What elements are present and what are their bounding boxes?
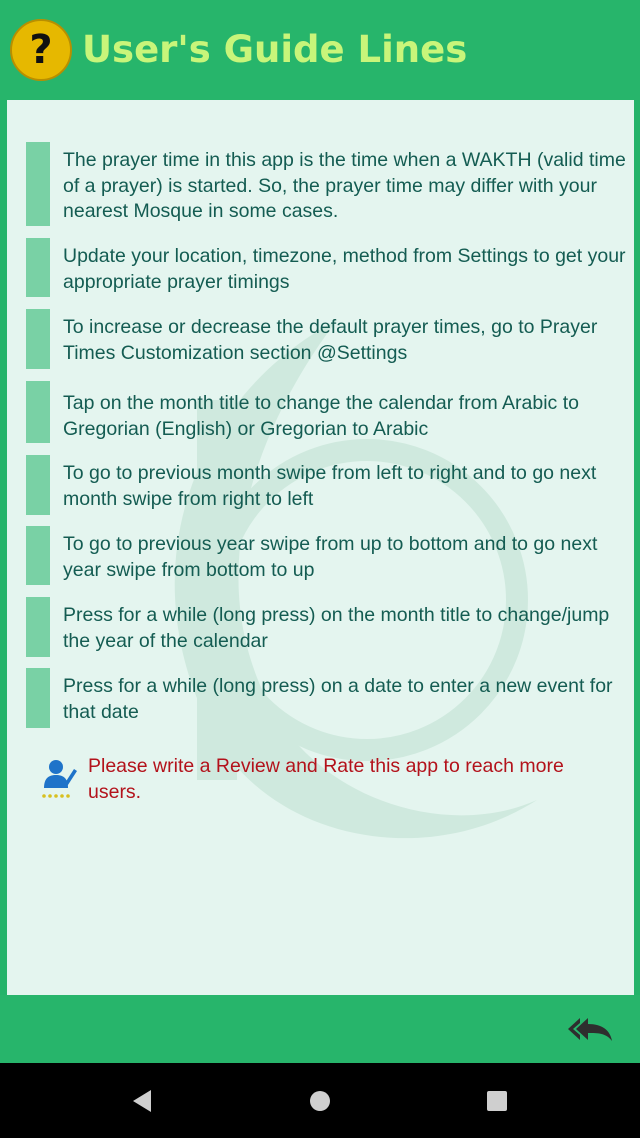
guide-item [26,238,626,297]
guide-item [26,381,626,443]
nav-recents-icon[interactable] [483,1087,511,1115]
guide-item [26,309,626,369]
guide-item [26,142,626,226]
guide-item [26,455,626,515]
app-header [0,0,640,100]
guide-item-text: Press for a while (long press) on a date to enter a new event for that date [63,675,613,723]
review-prompt-text[interactable]: Please write a Review and Rate this app to reach more users. [88,755,564,803]
guide-item-bar [26,142,50,226]
help-question-icon[interactable]: ? [10,19,72,81]
page-title: User's Guide Lines [82,28,468,71]
reply-all-back-icon[interactable] [566,1014,614,1044]
review-prompt[interactable] [41,754,601,814]
guide-item [26,668,626,728]
guide-item-bar [26,238,50,297]
nav-home-icon[interactable] [306,1087,334,1115]
guide-item [26,597,626,657]
guide-item-text: To go to previous month swipe from left to right and to go next month swipe from right to left [63,462,597,510]
guide-item-text: Tap on the month title to change the calendar from Arabic to Gregorian (English) or Gregorian to Arabic [63,392,579,440]
guide-item [26,526,626,585]
guide-item-bar [26,309,50,369]
review-write-icon [41,758,77,800]
bottom-bar [0,995,640,1063]
guide-item-bar [26,526,50,585]
guide-item-text: To go to previous year swipe from up to bottom and to go next year swipe from bottom to up [63,533,598,581]
nav-back-icon[interactable] [128,1087,156,1115]
guide-item-bar [26,668,50,728]
guide-item-text: The prayer time in this app is the time when a WAKTH (valid time of a prayer) is started. So, the prayer time may differ with your nearest Mosque in some cases. [63,149,626,222]
guide-content-panel[interactable] [7,100,634,995]
guide-item-text: Press for a while (long press) on the month title to change/jump the year of the calendar [63,604,610,652]
guide-item-bar [26,381,50,443]
guide-item-text: To increase or decrease the default prayer times, go to Prayer Times Customization section @Settings [63,316,598,364]
guide-item-text: Update your location, timezone, method from Settings to get your appropriate prayer timings [63,245,626,293]
guide-item-bar [26,455,50,515]
guide-item-bar [26,597,50,657]
